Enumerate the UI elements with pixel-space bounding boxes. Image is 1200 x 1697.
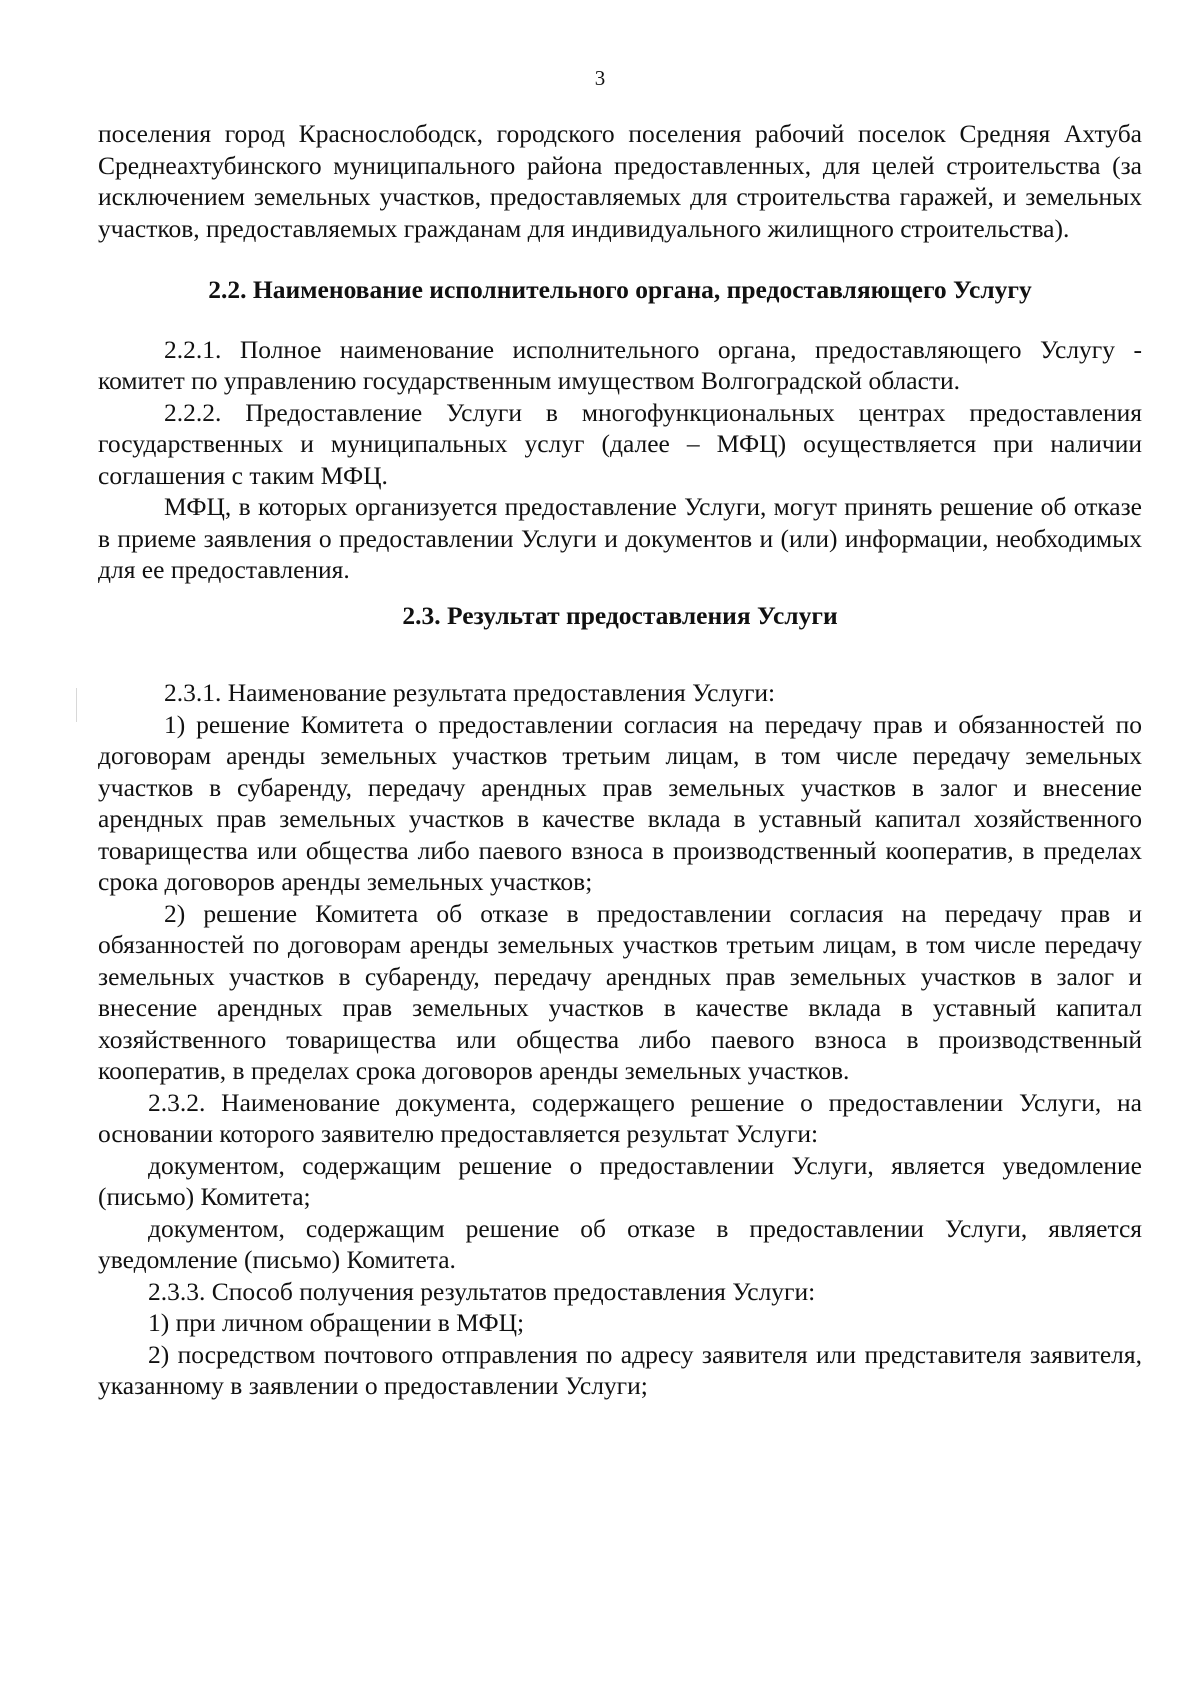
paragraph-document-refusal: документом, содержащим решение об отказе в предоставлении Услуги, является уведомление (письмо) Комитета. <box>98 1213 1142 1274</box>
paragraph-document-grant: документом, содержащим решение о предоставлении Услуги, является уведомление (письмо) Комитета; <box>98 1150 1142 1211</box>
section-heading-2-2: 2.2. Наименование исполнительного органа, предоставляющего Услугу <box>208 275 1032 304</box>
list-item-result-1: 1) решение Комитета о предоставлении согласия на передачу прав и обязанностей по договорам аренды земельных участков третьим лицам, в том числе передачу земельных участков в субаренду, передачу арендных прав земельных участков в залог и внесение арендных прав земельных участков в качестве вклада в уставный капитал хозяйственного товарищества или общества либо паевого взноса в производственный кооператив, в пределах срока договоров аренды земельных участков; <box>98 709 1142 896</box>
paragraph-2-2-2: 2.2.2. Предоставление Услуги в многофункциональных центрах предоставления государственных и муниципальных услуг (далее – МФЦ) осуществляется при наличии соглашения с таким МФЦ. <box>98 397 1142 490</box>
document-body <box>98 118 1142 1402</box>
paragraph-2-3-2: 2.3.2. Наименование документа, содержащего решение о предоставлении Услуги, на основании которого заявителю предоставляется результат Услуги: <box>98 1087 1142 1148</box>
paragraph-2-3-1: 2.3.1. Наименование результата предоставления Услуги: <box>164 678 776 707</box>
section-heading-2-3: 2.3. Результат предоставления Услуги <box>402 600 838 630</box>
scan-margin-mark <box>76 688 77 722</box>
list-item-method-1: 1) при личном обращении в МФЦ; <box>148 1308 525 1337</box>
paragraph-2-3-3: 2.3.3. Способ получения результатов предоставления Услуги: <box>148 1276 816 1306</box>
paragraph-mfc: МФЦ, в которых организуется предоставление Услуги, могут принять решение об отказе в приеме заявления о предоставлении Услуги и документов и (или) информации, необходимых для ее предоставления. <box>98 492 1142 584</box>
list-item-method-2: 2) посредством почтового отправления по адресу заявителя или представителя заявителя, указанному в заявлении о предоставлении Услуги; <box>98 1339 1142 1400</box>
paragraph-2-2-1: 2.2.1. Полное наименование исполнительного органа, предоставляющего Услугу - комитет по управлению государственным имуществом Волгоградской области. <box>98 334 1142 395</box>
list-item-result-2: 2) решение Комитета об отказе в предоставлении согласия на передачу прав и обязанностей по договорам аренды земельных участков третьим лицам, в том числе передачу земельных участков в субаренду, передачу арендных прав земельных участков в залог и внесение арендных прав земельных участков в качестве вклада в уставный капитал хозяйственного товарищества или общества либо паевого взноса в производственный кооператив, в пределах срока договоров аренды земельных участков. <box>98 898 1142 1085</box>
paragraph-continuation: поселения город Краснослободск, городского поселения рабочий поселок Средняя Ахтуба Среднеахтубинского муниципального района предоставленных, для целей строительства (за исключением земельных участков, предоставляемых для строительства гаражей, и земельных участков, предоставляемых гражданам для индивидуального жилищного строительства). <box>98 119 1142 243</box>
page-number: 3 <box>594 66 606 90</box>
